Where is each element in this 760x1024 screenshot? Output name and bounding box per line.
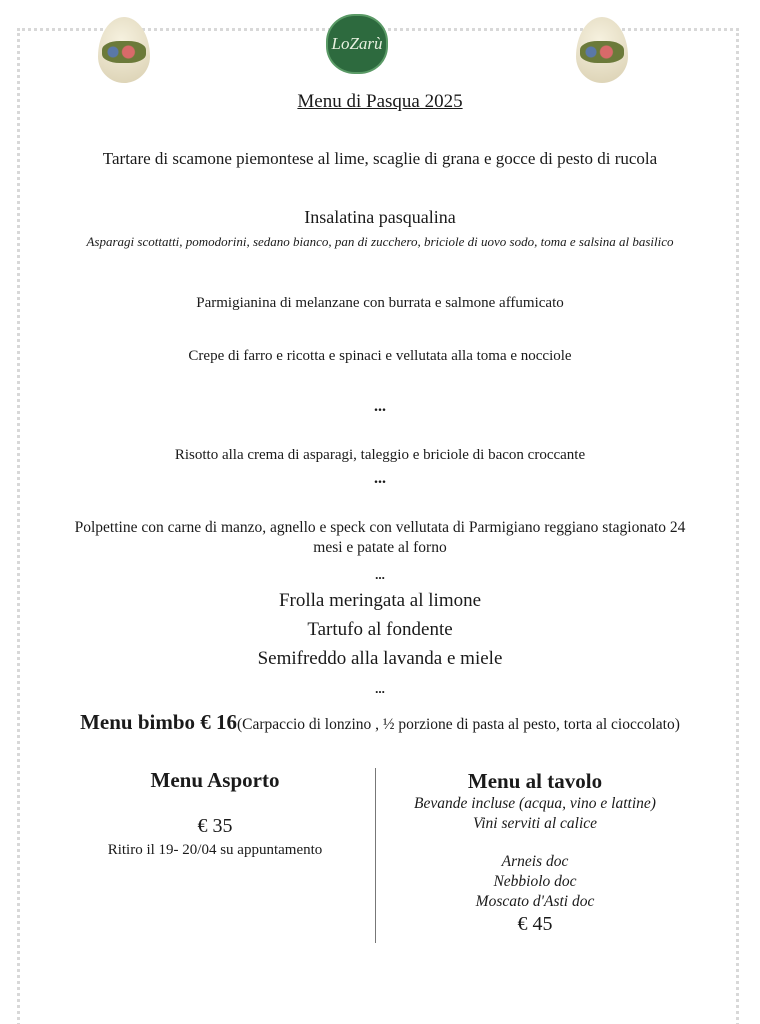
- dish-polpettine: Polpettine con carne di manzo, agnello e speck con vellutata di Parmigiano reggiano stagionato 24 mesi e patate al forno: [74, 519, 686, 556]
- wine-item: Nebbiolo doc: [493, 873, 577, 890]
- restaurant-logo: [326, 14, 388, 74]
- asporto-price: € 35: [197, 815, 233, 837]
- dish-parmigianina: Parmigianina di melanzane con burrata e salmone affumicato: [196, 295, 564, 311]
- dish-insalatina: Insalatina pasqualina: [304, 207, 456, 227]
- wine-item: Moscato d'Asti doc: [475, 893, 595, 910]
- separator: ...: [375, 567, 385, 582]
- dish-crepe: Crepe di farro e ricotta e spinaci e vellutata alla toma e nocciole: [188, 348, 572, 364]
- separator: ...: [375, 681, 385, 696]
- menu-tavolo: [380, 768, 690, 936]
- menu-asporto: [60, 768, 370, 859]
- easter-egg-image-right: [576, 17, 628, 83]
- dessert-semifreddo: Semifreddo alla lavanda e miele: [257, 648, 503, 669]
- column-divider: [375, 768, 376, 943]
- dish-tartare: Tartare di scamone piemontese al lime, scaglie di grana e gocce di pesto di rucola: [102, 149, 658, 168]
- tavolo-drinks: Bevande incluse (acqua, vino e lattine): [414, 795, 656, 812]
- menu-title: Menu di Pasqua 2025: [297, 91, 463, 112]
- wine-item: Arneis doc: [501, 853, 569, 870]
- tavolo-title: Menu al tavolo: [467, 769, 603, 793]
- separator: ...: [374, 398, 386, 415]
- dish-risotto: Risotto alla crema di asparagi, taleggio e briciole di bacon croccante: [174, 447, 586, 463]
- easter-egg-image-left: [98, 17, 150, 83]
- dessert-frolla: Frolla meringata al limone: [278, 590, 482, 611]
- dessert-tartufo: Tartufo al fondente: [307, 619, 453, 640]
- tavolo-wine-note: Vini serviti al calice: [472, 815, 598, 832]
- menu-bimbo: [65, 710, 695, 737]
- tavolo-price: € 45: [517, 913, 553, 935]
- menu-bimbo-label: Menu bimbo € 16: [80, 710, 238, 734]
- asporto-note: Ritiro il 19- 20/04 su appuntamento: [107, 842, 323, 858]
- menu-bimbo-desc: (Carpaccio di lonzino , ½ porzione di pasta al pesto, torta al cioccolato): [237, 716, 680, 733]
- separator: ...: [374, 470, 386, 487]
- logo-text: LoZarù: [331, 34, 383, 53]
- dish-insalatina-desc: Asparagi scottatti, pomodorini, sedano bianco, pan di zucchero, briciole di uovo sodo, toma e salsina al basilico: [86, 234, 674, 249]
- asporto-title: Menu Asporto: [150, 768, 280, 792]
